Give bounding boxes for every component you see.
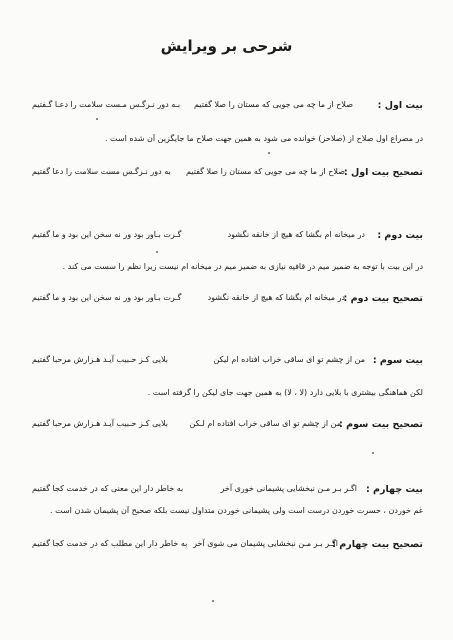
verse-4-correction-first-hemistich: اگـر بـر مـن نبخشایی پشیمان می شوی آخر [193,539,338,548]
verse-2-correction-label: تصحیح بیت دوم : [343,293,423,304]
verse-4-correction-second-hemistich: به خاطر دار این مطلب که در خدمت کجا گفتیم [32,539,188,548]
verse-1-correction [0,167,453,181]
scan-speck [212,600,214,602]
scan-speck [268,152,270,154]
verse-4-second-hemistich: به خاطر دار این معنی که در خدمت کجا گفتیم [32,484,184,493]
verse-4-correction [0,539,453,553]
verse-1-correction-label: تصحیح بیت اول : [343,167,423,178]
verse-2-note: در این بیت با توجه به ضمیر میم در قافیه نیازی به ضمیر میم در میخانه ام نیست زیرا نظم را سست می کند . [62,262,423,271]
verse-3-note: لکن هماهنگی بیشتری با بلایی دارد (لا ، لا) به همین جهت جای لیکن را گرفته است . [147,388,423,397]
verse-2-label: بیت دوم : [377,230,423,241]
page-title: شرحی بر ویرایش [160,37,293,55]
verse-3-first-hemistich: من از چشم تو ای ساقی خراب افتاده ام لیکن [213,355,365,364]
verse-3-correction-first-hemistich: من از چشم تو ای ساقی خراب افتاده ام لـکن [189,419,341,428]
verse-3-correction-label: تصحیح بیت سوم : [339,419,423,430]
verse-1-correction-first-hemistich: صلاح از ما چه می جویی که مستان را صلا گفتیم [185,167,345,176]
verse-3-label: بیت سوم : [372,355,423,366]
verse-1-label: بیت اول : [377,100,423,111]
verse-1-correction-second-hemistich: به دور نـرگـس مست سلامت را دعا گفتیم [32,167,171,176]
scan-speck [372,452,374,454]
scan-speck [156,251,158,253]
verse-4-correction-label: تصحیح بیت چهارم : [332,539,423,550]
verse-1-second-hemistich: بـه دور نـرگـس مـست سلامت را دعـا گـفتیم [32,100,181,109]
verse-4 [0,484,453,498]
verse-2-correction-second-hemistich: گـرت بـاور بود ور نه سخن این بود و ما گفتیم [32,293,182,302]
verse-4-label: بیت چهارم : [365,484,423,495]
verse-2-correction [0,293,453,307]
verse-4-note: غم خوردن ، حسرت خوردن درست است ولی پشیمانی خوردن متداول نیست بلکه صحیح آن پشیمان شدن است . [50,506,423,515]
verse-2 [0,230,453,244]
verse-3-correction [0,419,453,433]
verse-2-second-hemistich: گـرت بـاور بود ور نه سخن این بود و ما گفتیم [32,230,182,239]
verse-1 [0,100,453,114]
scan-speck [96,118,98,120]
verse-1-first-hemistich: صلاح از ما چه می جویی که مستان را صلا گفتیم [193,100,353,109]
verse-4-first-hemistich: اگـر بـر مـن نبخشایی پشیمانی خوری آخر [220,484,357,493]
verse-2-correction-first-hemistich: در میخانه ام بگشا که هیچ از خانقه نگشود [207,293,345,302]
verse-2-first-hemistich: در میخانه ام بگشا که هیچ از خانقه نگشود [227,230,365,239]
verse-3-second-hemistich: بلایی کـز حـبیب آیـد هـزارش مرحبا گفتیم [32,355,169,364]
verse-3 [0,355,453,369]
verse-1-note: در مصراع اول صلاح از (صلاحز) خوانده می شود به همین جهت صلاح ما جایگزین آن شده است . [104,134,423,143]
verse-3-correction-second-hemistich: بلایی کـز حـبیب آیـد هـزارش مرحبا گفتیم [32,419,169,428]
